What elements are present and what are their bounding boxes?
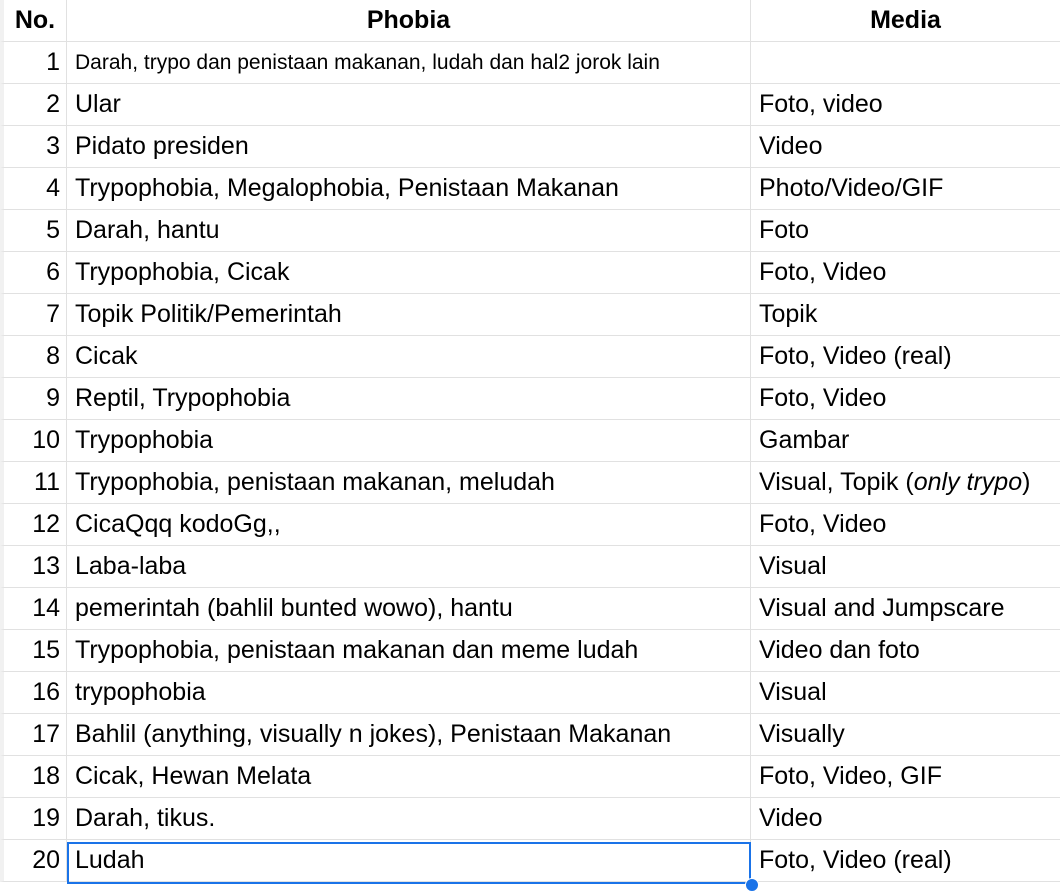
cell-media[interactable]: Video	[751, 126, 1060, 168]
header-media[interactable]: Media	[751, 0, 1060, 42]
table-row	[0, 546, 1060, 588]
cell-phobia[interactable]: Laba-laba	[67, 546, 751, 588]
cell-phobia[interactable]: Darah, trypo dan penistaan makanan, ludah dan hal2 jorok lain	[67, 42, 751, 84]
cell-media[interactable]: Foto, Video	[751, 504, 1060, 546]
cell-no[interactable]: 5	[0, 210, 67, 252]
cell-no[interactable]: 16	[0, 672, 67, 714]
fill-handle[interactable]	[745, 878, 759, 892]
cell-media[interactable]: Foto, Video	[751, 252, 1060, 294]
cell-media[interactable]	[751, 42, 1060, 84]
cell-no[interactable]: 13	[0, 546, 67, 588]
cell-phobia[interactable]: Darah, tikus.	[67, 798, 751, 840]
cell-phobia[interactable]: Cicak, Hewan Melata	[67, 756, 751, 798]
cell-media-italic: only trypo	[913, 468, 1023, 496]
cell-phobia[interactable]: Bahlil (anything, visually n jokes), Penistaan Makanan	[67, 714, 751, 756]
cell-no[interactable]: 20	[0, 840, 67, 882]
header-phobia[interactable]: Phobia	[67, 0, 751, 42]
table-row	[0, 714, 1060, 756]
header-no[interactable]: No.	[0, 0, 67, 42]
cell-media[interactable]: Foto, video	[751, 84, 1060, 126]
table-row	[0, 420, 1060, 462]
table-row	[0, 210, 1060, 252]
cell-phobia[interactable]: Ludah	[67, 840, 751, 882]
table-row	[0, 504, 1060, 546]
cell-media[interactable]: Foto, Video (real)	[751, 336, 1060, 378]
table-row	[0, 462, 1060, 504]
cell-no[interactable]: 11	[0, 462, 67, 504]
cell-media[interactable]: Foto, Video (real)	[751, 840, 1060, 882]
cell-no[interactable]: 17	[0, 714, 67, 756]
header-row	[0, 0, 1060, 42]
cell-media[interactable]: Visual	[751, 546, 1060, 588]
cell-no[interactable]: 10	[0, 420, 67, 462]
cell-phobia[interactable]: Trypophobia	[67, 420, 751, 462]
table-row	[0, 168, 1060, 210]
cell-media-suffix: )	[1022, 468, 1031, 496]
table-row	[0, 840, 1060, 882]
cell-media[interactable]: Visual and Jumpscare	[751, 588, 1060, 630]
table-row	[0, 378, 1060, 420]
cell-phobia[interactable]: trypophobia	[67, 672, 751, 714]
table-row	[0, 126, 1060, 168]
cell-no[interactable]: 7	[0, 294, 67, 336]
cell-no[interactable]: 2	[0, 84, 67, 126]
cell-no[interactable]: 3	[0, 126, 67, 168]
table-row	[0, 756, 1060, 798]
cell-media[interactable]: Photo/Video/GIF	[751, 168, 1060, 210]
cell-media[interactable]: Gambar	[751, 420, 1060, 462]
cell-no[interactable]: 1	[0, 42, 67, 84]
cell-phobia[interactable]: Trypophobia, penistaan makanan dan meme ludah	[67, 630, 751, 672]
cell-media[interactable]	[751, 462, 1060, 504]
cell-phobia[interactable]: Pidato presiden	[67, 126, 751, 168]
cell-phobia[interactable]: Cicak	[67, 336, 751, 378]
table-row	[0, 672, 1060, 714]
table-row	[0, 630, 1060, 672]
cell-media[interactable]: Video dan foto	[751, 630, 1060, 672]
cell-no[interactable]: 9	[0, 378, 67, 420]
cell-media[interactable]: Topik	[751, 294, 1060, 336]
table-row	[0, 294, 1060, 336]
cell-phobia[interactable]: Trypophobia, Megalophobia, Penistaan Makanan	[67, 168, 751, 210]
table-row	[0, 798, 1060, 840]
cell-no[interactable]: 4	[0, 168, 67, 210]
table-row	[0, 336, 1060, 378]
cell-no[interactable]: 14	[0, 588, 67, 630]
table-row	[0, 84, 1060, 126]
cell-media[interactable]: Video	[751, 798, 1060, 840]
table-row	[0, 588, 1060, 630]
cell-phobia[interactable]: Ular	[67, 84, 751, 126]
cell-phobia[interactable]: Darah, hantu	[67, 210, 751, 252]
cell-phobia[interactable]: Trypophobia, Cicak	[67, 252, 751, 294]
cell-phobia[interactable]: CicaQqq kodoGg,,	[67, 504, 751, 546]
cell-no[interactable]: 18	[0, 756, 67, 798]
cell-no[interactable]: 12	[0, 504, 67, 546]
cell-phobia[interactable]: Topik Politik/Pemerintah	[67, 294, 751, 336]
cell-media[interactable]: Foto	[751, 210, 1060, 252]
cell-media[interactable]: Foto, Video, GIF	[751, 756, 1060, 798]
cell-media[interactable]: Foto, Video	[751, 378, 1060, 420]
cell-no[interactable]: 19	[0, 798, 67, 840]
cell-phobia[interactable]: Trypophobia, penistaan makanan, meludah	[67, 462, 751, 504]
cell-phobia[interactable]: Reptil, Trypophobia	[67, 378, 751, 420]
cell-no[interactable]: 8	[0, 336, 67, 378]
cell-no[interactable]: 15	[0, 630, 67, 672]
cell-media[interactable]: Visual	[751, 672, 1060, 714]
cell-phobia[interactable]: pemerintah (bahlil bunted wowo), hantu	[67, 588, 751, 630]
table-row	[0, 252, 1060, 294]
table-row	[0, 42, 1060, 84]
cell-no[interactable]: 6	[0, 252, 67, 294]
cell-media-text: Visual, Topik (	[759, 468, 914, 496]
cell-media[interactable]: Visually	[751, 714, 1060, 756]
